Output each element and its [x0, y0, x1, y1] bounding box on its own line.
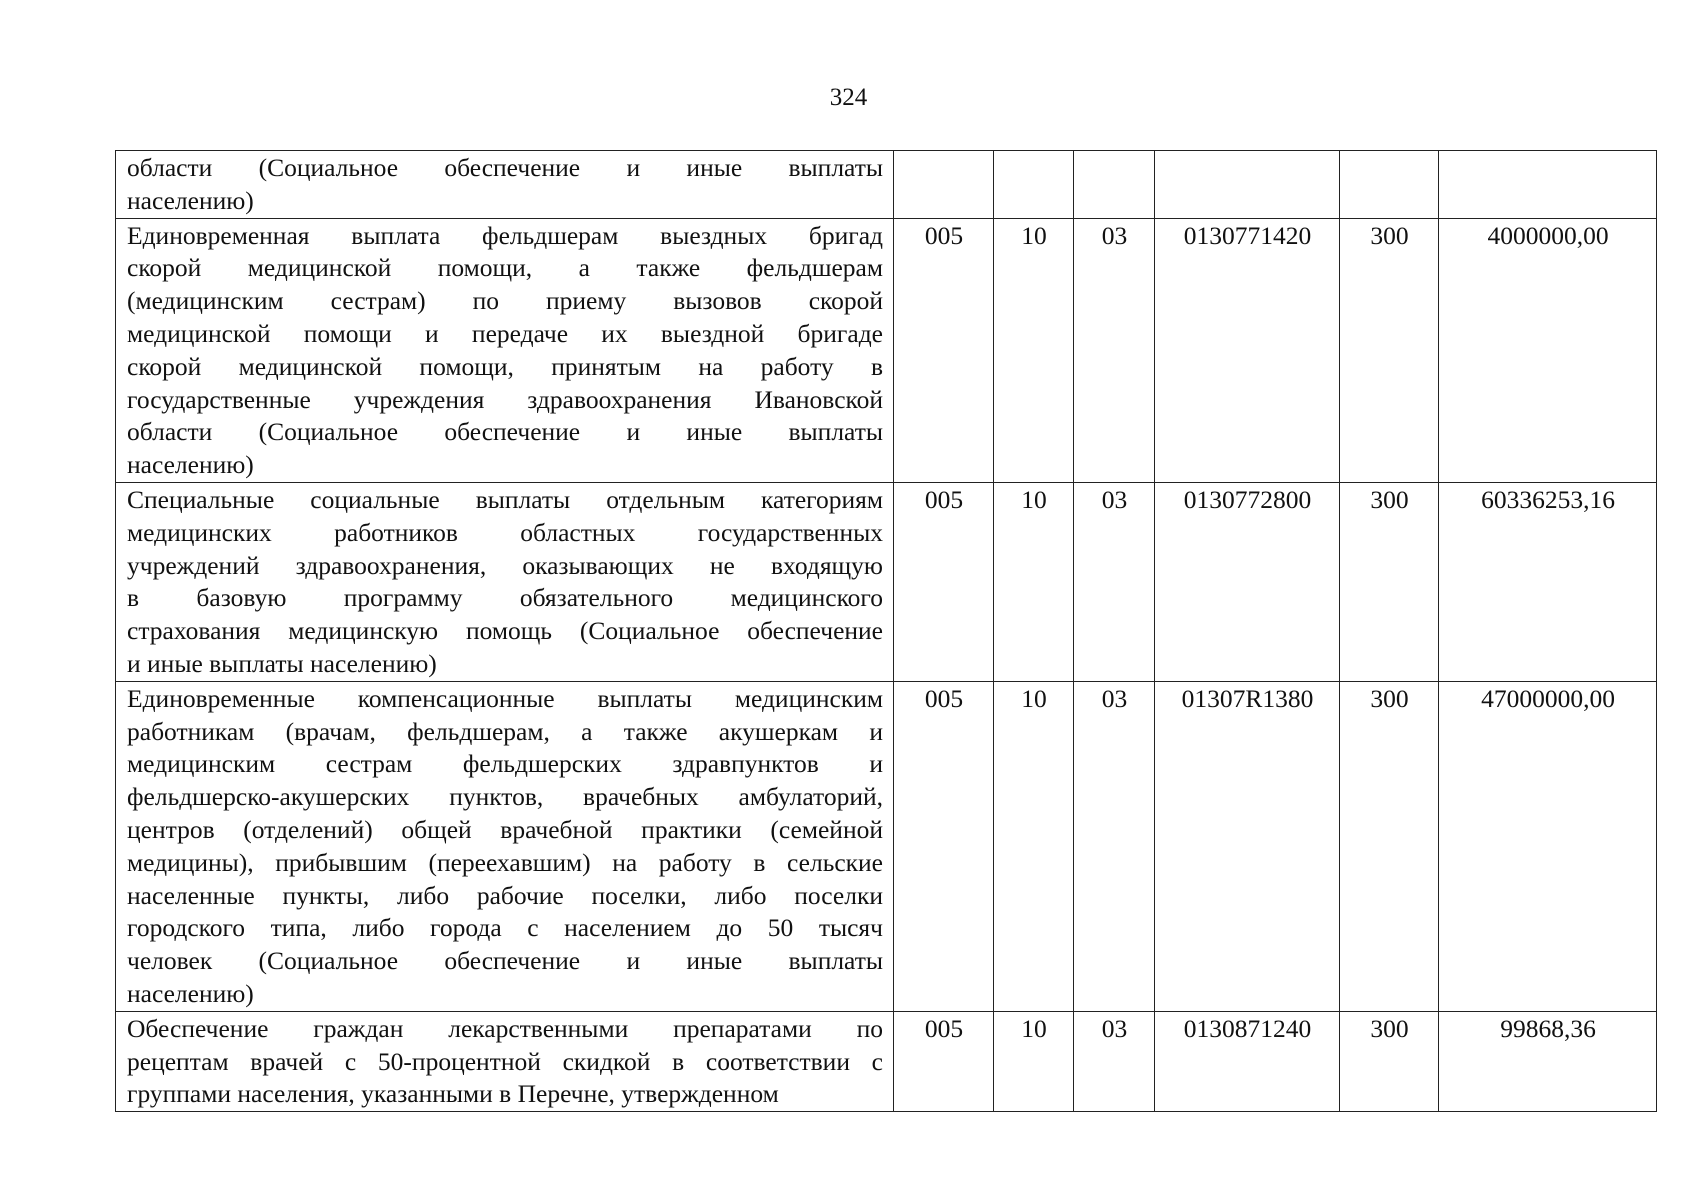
expense-type-cell	[1340, 151, 1439, 219]
table-row	[116, 681, 1657, 1011]
target-article-cell: 0130771420	[1155, 218, 1340, 482]
subsection-code-cell	[1074, 151, 1155, 219]
ministry-code-cell: 005	[894, 218, 994, 482]
description-cell	[116, 151, 894, 219]
description-line: группами населения, указанными в Перечне, утвержденном	[127, 1079, 779, 1109]
description-line: Обеспечение граждан лекарственными препаратами по	[127, 1013, 883, 1043]
amount-cell: 60336253,16	[1439, 482, 1657, 681]
description-line: в базовую программу обязательного медицинского	[127, 583, 883, 613]
description-line: Единовременная выплата фельдшерам выездных бригад	[127, 220, 883, 250]
description-cell	[116, 482, 894, 681]
description-line: государственные учреждения здравоохранения Ивановской	[127, 384, 883, 414]
budget-table-body	[116, 151, 1657, 1112]
table-row	[116, 218, 1657, 482]
table-row	[116, 1011, 1657, 1111]
target-article-cell	[1155, 151, 1340, 219]
description-line: медицинских работников областных государственных	[127, 517, 883, 547]
budget-table	[115, 150, 1657, 1112]
description-line: населенные пункты, либо рабочие поселки, либо поселки	[127, 880, 883, 910]
section-code-cell: 10	[994, 218, 1074, 482]
amount-cell	[1439, 151, 1657, 219]
amount-cell: 4000000,00	[1439, 218, 1657, 482]
ministry-code-cell	[894, 151, 994, 219]
section-code-cell: 10	[994, 482, 1074, 681]
description-line: скорой медицинской помощи, а также фельдшерам	[127, 253, 883, 283]
description-line: медицинским сестрам фельдшерских здравпунктов и	[127, 749, 883, 779]
subsection-code-cell: 03	[1074, 482, 1155, 681]
description-line: фельдшерско-акушерских пунктов, врачебных амбулаторий,	[127, 782, 883, 812]
ministry-code-cell: 005	[894, 1011, 994, 1111]
description-line: медицинской помощи и передаче их выездной бригаде	[127, 318, 883, 348]
target-article-cell: 0130772800	[1155, 482, 1340, 681]
description-line: человек (Социальное обеспечение и иные выплаты	[127, 946, 883, 976]
description-line: (медицинским сестрам) по приему вызовов скорой	[127, 286, 883, 316]
description-line: населению)	[127, 185, 254, 215]
expense-type-cell: 300	[1340, 1011, 1439, 1111]
target-article-cell: 0130871240	[1155, 1011, 1340, 1111]
description-cell	[116, 681, 894, 1011]
description-line: Единовременные компенсационные выплаты медицинским	[127, 683, 883, 713]
description-line: работникам (врачам, фельдшерам, а также акушеркам и	[127, 716, 883, 746]
description-line: области (Социальное обеспечение и иные выплаты	[127, 417, 883, 447]
description-line: Специальные социальные выплаты отдельным категориям	[127, 484, 883, 514]
description-line: скорой медицинской помощи, принятым на работу в	[127, 351, 883, 381]
description-line: области (Социальное обеспечение и иные выплаты	[127, 153, 883, 182]
description-line: населению)	[127, 978, 254, 1008]
ministry-code-cell: 005	[894, 482, 994, 681]
expense-type-cell: 300	[1340, 482, 1439, 681]
page-number: 324	[829, 84, 868, 111]
description-cell	[116, 1011, 894, 1111]
expense-type-cell: 300	[1340, 681, 1439, 1011]
section-code-cell: 10	[994, 1011, 1074, 1111]
section-code-cell: 10	[994, 681, 1074, 1011]
table-row	[116, 151, 1657, 219]
description-cell	[116, 218, 894, 482]
description-line: городского типа, либо города с населением до 50 тысяч	[127, 913, 883, 943]
description-line: рецептам врачей с 50-процентной скидкой в соответствии с	[127, 1046, 883, 1076]
ministry-code-cell: 005	[894, 681, 994, 1011]
description-line: учреждений здравоохранения, оказывающих не входящую	[127, 550, 883, 580]
description-line: и иные выплаты населению)	[127, 648, 437, 678]
description-line: центров (отделений) общей врачебной практики (семейной	[127, 814, 883, 844]
subsection-code-cell: 03	[1074, 218, 1155, 482]
description-line: страхования медицинскую помощь (Социальное обеспечение	[127, 616, 883, 646]
subsection-code-cell: 03	[1074, 681, 1155, 1011]
amount-cell: 47000000,00	[1439, 681, 1657, 1011]
section-code-cell	[994, 151, 1074, 219]
table-row	[116, 482, 1657, 681]
amount-cell: 99868,36	[1439, 1011, 1657, 1111]
expense-type-cell: 300	[1340, 218, 1439, 482]
target-article-cell: 01307R1380	[1155, 681, 1340, 1011]
description-line: населению)	[127, 450, 254, 480]
subsection-code-cell: 03	[1074, 1011, 1155, 1111]
description-line: медицины), прибывшим (переехавшим) на работу в сельские	[127, 847, 883, 877]
